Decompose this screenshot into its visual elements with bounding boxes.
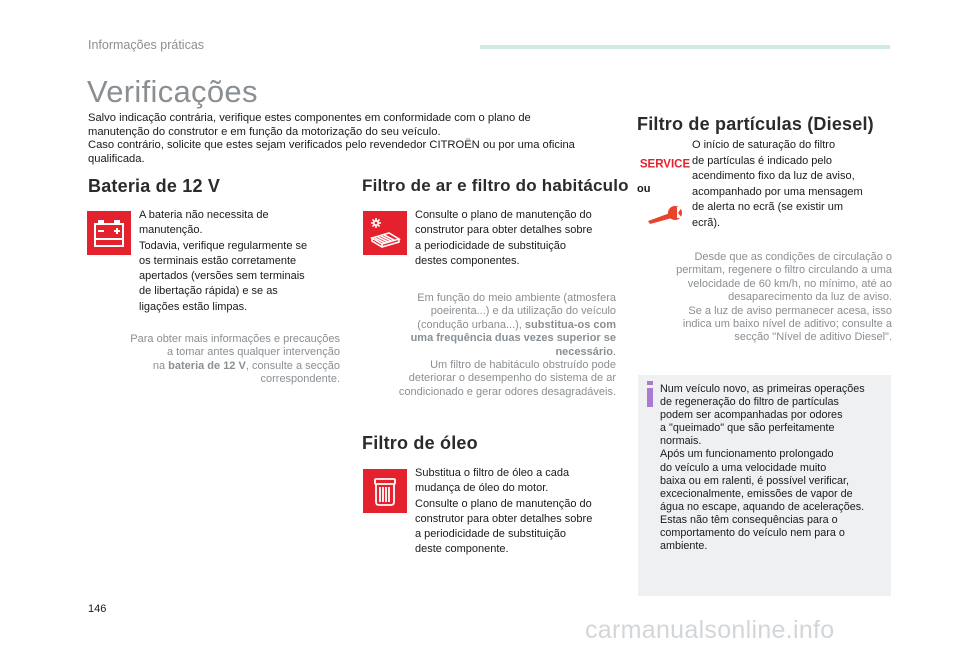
page-title: Verificações	[87, 74, 258, 109]
note-line	[356, 346, 616, 359]
info-line: do veículo a uma velocidade muito	[660, 461, 827, 474]
text-line: apertados (versões sem terminais	[139, 270, 305, 283]
info-line: comportamento do veículo nem para o	[660, 527, 845, 540]
note-line: condicionado e gerar odores desagradáveis.	[398, 385, 616, 398]
text-line: Substitua o filtro de óleo a cada	[415, 467, 570, 479]
note-line: a tomar antes qualquer intervenção	[166, 346, 340, 359]
note-line	[80, 360, 340, 373]
info-text	[660, 383, 888, 553]
note-text: , consulte a secção	[245, 359, 340, 372]
battery-text	[139, 208, 339, 315]
text-line: os terminais estão corretamente	[139, 254, 297, 267]
oil-filter-icon	[363, 469, 407, 513]
wrench-icon	[644, 204, 686, 226]
note-line: poeirenta...) e da utilização do veículo	[430, 305, 616, 318]
text-line: de partículas é indicado pelo	[692, 154, 833, 167]
intro-line: manutenção do construtor e em função da motorização do seu veículo.	[88, 125, 441, 138]
header-rule	[480, 45, 890, 49]
air-filter-heading: Filtro de ar e filtro do habitáculo	[362, 176, 629, 195]
note-line: Para obter mais informações e precauções	[130, 333, 340, 345]
intro-line: Salvo indicação contrária, verifique estes componentes em conformidade com o plano de	[88, 112, 531, 124]
note-line: Se a luz de aviso permanecer acesa, isso	[688, 304, 892, 317]
note-emphasis: bateria de 12 V	[168, 359, 246, 372]
air-filter-text	[415, 208, 615, 269]
text-line: construtor para obter detalhes sobre	[415, 512, 593, 525]
note-line: secção "Nível de aditivo Diesel".	[734, 331, 892, 344]
note-text: (condução urbana...),	[417, 318, 525, 331]
text-line: manutenção.	[139, 224, 203, 237]
note-line: velocidade de 60 km/h, no mínimo, até ao	[687, 277, 892, 290]
note-emphasis: substitua-os com	[524, 318, 616, 331]
info-line: água no escape, aquando de acelerações.	[660, 500, 865, 513]
intro-line: qualificada.	[88, 152, 145, 165]
note-emphasis: necessário	[555, 345, 613, 358]
note-text: na	[152, 359, 169, 372]
oil-filter-heading: Filtro de óleo	[362, 433, 478, 453]
text-line: ligações estão limpas.	[139, 300, 248, 313]
info-line: Num veículo novo, as primeiras operações	[660, 383, 865, 395]
note-line: indica um baixo nível de aditivo; consulte a	[682, 318, 892, 331]
intro-paragraph	[88, 112, 618, 166]
info-line: Após um funcionamento prolongado	[660, 448, 834, 461]
text-line: acompanhado por uma mensagem	[692, 185, 863, 198]
oil-filter-text	[415, 466, 615, 558]
particle-filter-text	[692, 138, 892, 232]
battery-note	[80, 333, 340, 387]
info-line: normais.	[660, 435, 702, 448]
note-line	[356, 319, 616, 332]
page-number: 146	[88, 603, 107, 615]
info-line: excecionalmente, emissões de vapor de	[660, 487, 853, 500]
text-line: Consulte o plano de manutenção do	[415, 209, 592, 221]
air-filter-note	[356, 292, 616, 399]
text-line: de alerta no ecrã (se existir um	[692, 201, 844, 214]
text-line: de libertação rápida) e se as	[139, 285, 278, 298]
info-line: de regeneração do filtro de partículas	[660, 396, 839, 409]
text-line: O início de saturação do filtro	[692, 139, 836, 151]
service-label: SERVICE	[639, 158, 691, 171]
note-line: deteriorar o desempenho do sistema de ar	[408, 372, 616, 385]
text-line: a periodicidade de substituição	[415, 528, 567, 541]
note-emphasis: uma frequência duas vezes superior se	[410, 332, 616, 345]
note-line	[356, 332, 616, 345]
text-line: construtor para obter detalhes sobre	[415, 224, 593, 237]
note-line: Um filtro de habitáculo obstruído pode	[430, 359, 616, 372]
info-line: podem ser acompanhadas por odores	[660, 409, 843, 422]
battery-heading: Bateria de 12 V	[88, 176, 221, 196]
text-line: deste componente.	[415, 543, 509, 556]
info-line: baixa ou em ralenti, é possível verificar,	[660, 474, 850, 487]
info-line: a "queimado" que são perfeitamente	[660, 422, 835, 435]
note-line: permitam, regenere o filtro circulando a uma	[676, 264, 892, 277]
particle-filter-note	[620, 251, 892, 345]
text-line: acendimento fixo da luz de aviso,	[692, 170, 855, 183]
info-icon	[645, 381, 655, 407]
particle-filter-heading: Filtro de partículas (Diesel)	[637, 114, 874, 134]
intro-line: Caso contrário, solicite que estes sejam verificados pelo revendedor CITROËN ou por uma oficina	[88, 139, 575, 152]
text-line: Consulte o plano de manutenção do	[415, 497, 592, 510]
service-warning-icon	[639, 154, 691, 172]
text-line: Todavia, verifique regularmente se	[139, 239, 308, 252]
section-label: Informações práticas	[88, 38, 205, 52]
or-label: ou	[637, 183, 651, 195]
note-line: Em função do meio ambiente (atmosfera	[417, 292, 616, 304]
info-line: Estas não têm consequências para o	[660, 513, 838, 526]
battery-icon	[87, 211, 131, 255]
air-filter-icon	[363, 211, 407, 255]
note-text: .	[612, 345, 616, 358]
note-line: Desde que as condições de circulação o	[694, 251, 892, 263]
text-line: A bateria não necessita de	[139, 209, 269, 221]
watermark: carmanualsonline.info	[585, 616, 835, 644]
info-line: ambiente.	[660, 540, 708, 553]
text-line: mudança de óleo do motor.	[415, 482, 549, 495]
text-line: a periodicidade de substituição	[415, 239, 567, 252]
note-line: correspondente.	[260, 373, 340, 386]
text-line: destes componentes.	[415, 254, 520, 267]
text-line: ecrã).	[692, 216, 721, 229]
note-line: desaparecimento da luz de aviso.	[728, 291, 892, 304]
